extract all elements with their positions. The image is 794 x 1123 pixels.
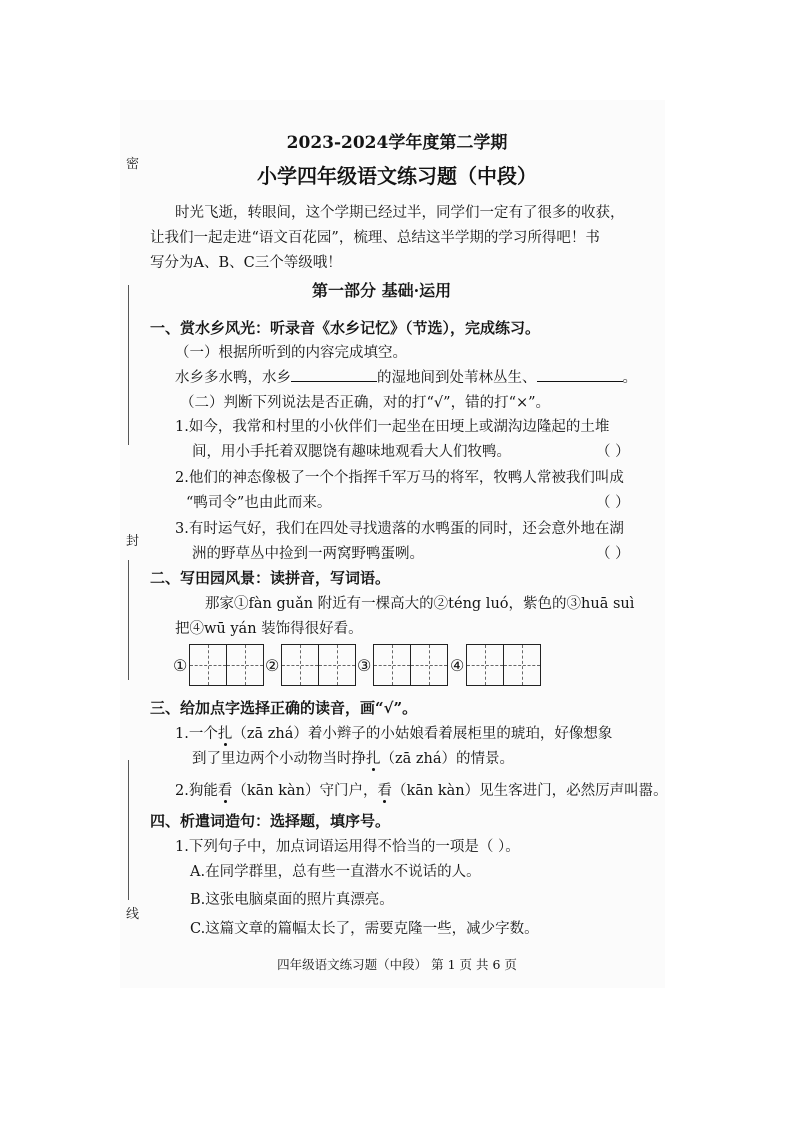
text: 1.一个 <box>175 726 218 742</box>
statement-2-line-1: 2.他们的神态像极了一个个指挥千军万马的将军，牧鸭人常被我们叫成 <box>175 470 624 486</box>
writing-box[interactable] <box>189 644 227 686</box>
text: 到了里边两个小动物当时挣 <box>192 751 366 767</box>
statement-1-line-2: 间，用小手托着双腮饶有趣味地观看大人们牧鸭。 <box>192 444 511 460</box>
option-b: B.这张电脑桌面的照片真漂亮。 <box>190 892 394 908</box>
question-4-heading: 四、析遣词造句：选择题，填序号。 <box>150 812 391 830</box>
text: （zā zhá）的情景。 <box>380 751 515 767</box>
seal-mark-xian: 线 <box>126 907 140 922</box>
grid-label-1: ① <box>173 656 188 675</box>
q1-part-1-instruction: （一）根据所听到的内容完成填空。 <box>175 345 407 361</box>
text: （kān kàn）见生客进门，必然厉声叫嚣。 <box>392 783 668 799</box>
q4-stem: 1.下列句子中，加点词语运用得不恰当的一项是（ ）。 <box>175 839 520 855</box>
text: （kān kàn）守门户， <box>232 783 378 799</box>
binding-line <box>128 560 129 680</box>
question-2-heading: 二、写田园风景：读拼音，写词语。 <box>150 569 391 587</box>
intro-line-2: 让我们一起走进“语文百花园”，梳理、总结这半学期的学习所得吧！书 <box>150 230 600 246</box>
q3-item-1-line-1 <box>175 722 612 743</box>
exam-title-term: 2023-2024学年度第二学期 <box>286 133 508 153</box>
fill-blank-1[interactable] <box>291 369 377 382</box>
writing-box[interactable] <box>410 644 448 686</box>
answer-paren-2[interactable]: （ ） <box>596 495 630 511</box>
option-c: C.这篇文章的篇幅太长了，需要克隆一些，减少字数。 <box>190 921 539 937</box>
fill-text-c: 。 <box>622 370 637 386</box>
fill-blank-2[interactable] <box>537 369 623 382</box>
grid-label-2: ② <box>265 656 280 675</box>
writing-box[interactable] <box>466 644 504 686</box>
dotted-char: 扎 <box>366 751 381 767</box>
statement-1-line-1: 1.如今，我常和村里的小伙伴们一起坐在田埂上或湖沟边隆起的土堆 <box>175 419 610 435</box>
grid-label-4: ④ <box>450 656 465 675</box>
binding-line <box>128 760 129 900</box>
fill-text-b: 的湿地间到处苇林丛生、 <box>377 370 537 386</box>
writing-box[interactable] <box>226 644 264 686</box>
writing-box[interactable] <box>318 644 356 686</box>
writing-box[interactable] <box>503 644 541 686</box>
dotted-char: 看 <box>377 783 392 799</box>
statement-3-line-1: 3.有时运气好，我们在四处寻找遗落的水鸭蛋的同时，还会意外地在湖 <box>175 521 624 537</box>
writing-box[interactable] <box>281 644 319 686</box>
question-3-heading: 三、给加点字选择正确的读音，画“√”。 <box>150 699 418 717</box>
seal-mark-feng: 封 <box>126 534 140 549</box>
answer-paren-3[interactable]: （ ） <box>596 546 630 562</box>
statement-3-line-2: 洲的野草丛中捡到一两窝野鸭蛋咧。 <box>192 546 424 562</box>
page-footer: 四年级语文练习题（中段） 第 1 页 共 6 页 <box>277 957 517 972</box>
q2-pinyin-line-1: 那家①fàn guǎn 附近有一棵高大的②téng luó，紫色的③huā suì <box>205 596 635 612</box>
intro-line-1: 时光飞逝，转眼间，这个学期已经过半，同学们一定有了很多的收获， <box>175 205 625 221</box>
q2-pinyin-line-2: 把④wū yán 装饰得很好看。 <box>175 621 363 637</box>
part-one-title: 第一部分 基础·运用 <box>312 281 452 300</box>
statement-2-line-2: “鸭司令”也由此而来。 <box>186 495 332 511</box>
q3-item-2 <box>175 779 668 800</box>
exam-title: 小学四年级语文练习题（中段） <box>257 164 537 188</box>
q3-item-1-line-2 <box>192 747 514 768</box>
fill-text-a: 水乡多水鸭，水乡 <box>175 370 291 386</box>
text: （zā zhá）着小辫子的小姑娘看着展柜里的琥珀，好像想象 <box>232 726 613 742</box>
word-writing-grid <box>173 644 543 688</box>
text: 2.狗能 <box>175 783 218 799</box>
binding-line <box>128 285 129 445</box>
question-1-heading: 一、赏水乡风光：听录音《水乡记忆》（节选），完成练习。 <box>150 319 541 337</box>
q1-part-2-instruction: （二）判断下列说法是否正确，对的打“√”，错的打“×”。 <box>180 395 551 411</box>
q1-fill-sentence <box>175 366 637 387</box>
intro-line-3: 写分为A、B、C三个等级哦！ <box>150 255 342 271</box>
grid-label-3: ③ <box>357 656 372 675</box>
dotted-char: 看 <box>217 783 233 799</box>
dotted-char: 扎 <box>217 726 233 742</box>
answer-paren-1[interactable]: （ ） <box>596 444 630 460</box>
writing-box[interactable] <box>373 644 411 686</box>
seal-mark-mi: 密 <box>126 157 140 172</box>
option-a: A.在同学群里，总有些一直潜水不说话的人。 <box>190 864 481 880</box>
